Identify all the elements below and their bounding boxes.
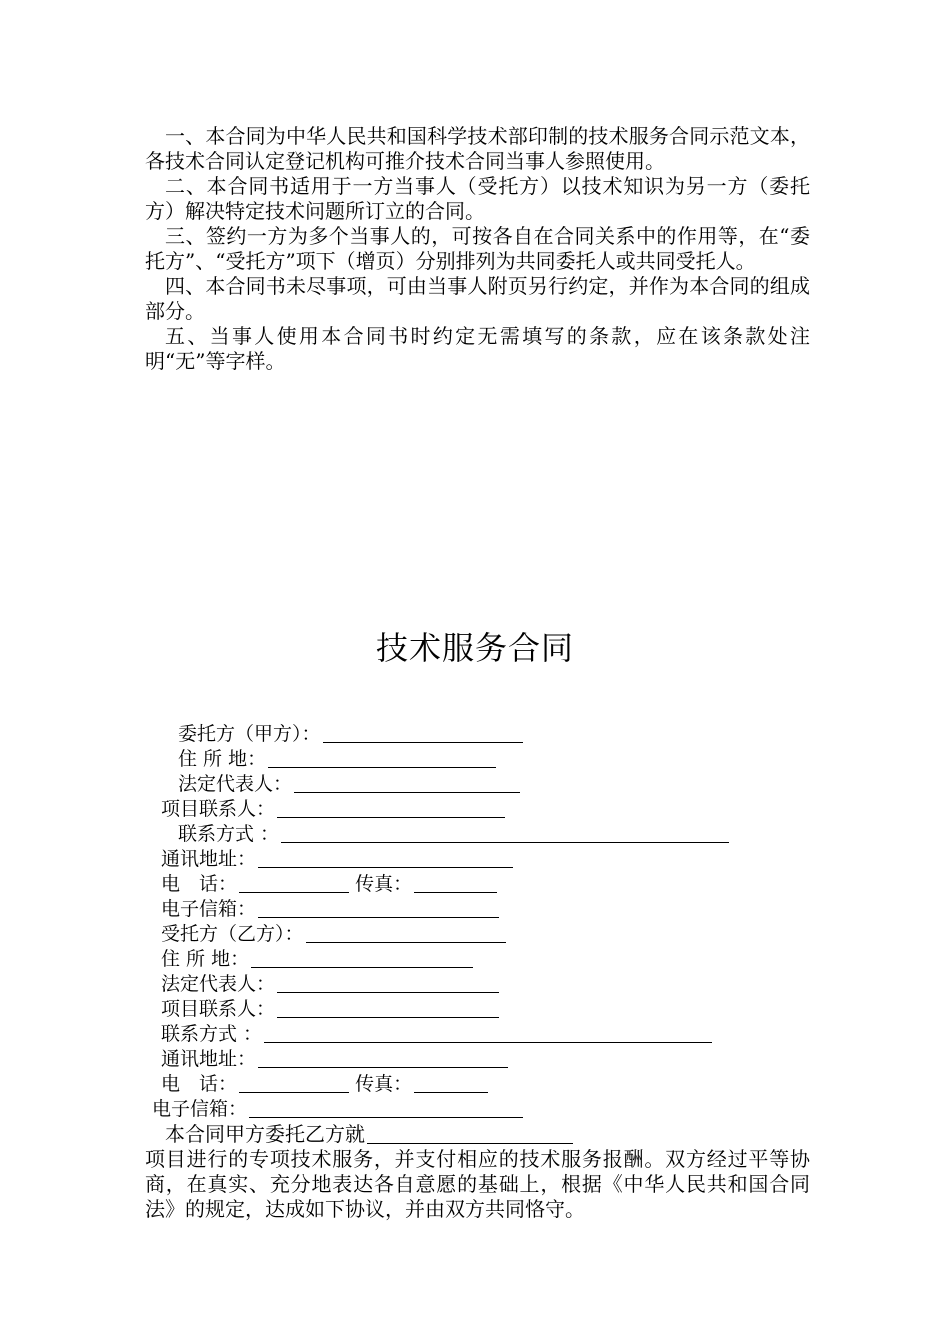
party-b-phone-label: 电 话： [161, 1073, 238, 1095]
party-b-mail-address-blank[interactable] [258, 1047, 508, 1068]
instruction-2: 二、本合同书适用于一方当事人（受托方）以技术知识为另一方（委托方）解决特定技术问题所订立的合同。 [145, 174, 810, 223]
party-a-legal-rep-field [178, 772, 520, 797]
party-b-phone-blank[interactable] [239, 1072, 349, 1093]
party-b-address-label: 住 所 地： [161, 948, 250, 970]
party-b-name-field [161, 922, 506, 947]
party-b-mail-address-field [161, 1047, 508, 1072]
party-a-email-label: 电子信箱： [161, 898, 257, 920]
party-a-legal-rep-blank[interactable] [294, 772, 520, 793]
party-b-email-label: 电子信箱： [152, 1098, 248, 1120]
party-b-contact-method-field [161, 1022, 712, 1047]
party-b-legal-rep-blank[interactable] [277, 972, 499, 993]
party-a-address-blank[interactable] [268, 747, 496, 768]
party-a-name-field [178, 722, 523, 747]
party-b-contact-person-field [161, 997, 499, 1022]
party-a-name-blank[interactable] [323, 722, 523, 743]
party-a-address-field [178, 747, 496, 772]
party-a-phone-label: 电 话： [161, 873, 238, 895]
party-a-email-blank[interactable] [258, 897, 499, 918]
party-b-legal-rep-field [161, 972, 499, 997]
party-b-name-blank[interactable] [306, 922, 506, 943]
party-a-contact-person-label: 项目联系人： [161, 798, 276, 820]
closing-paragraph [145, 1122, 810, 1222]
party-b-contact-method-label: 联系方式 ： [161, 1023, 263, 1045]
closing-lead: 本合同甲方委托乙方就 [165, 1122, 365, 1146]
instruction-5: 五、当事人使用本合同书时约定无需填写的条款，应在该条款处注明“无”等字样。 [145, 324, 810, 373]
party-a-fax-label: 传真： [355, 873, 413, 895]
party-a-fax-blank[interactable] [414, 872, 497, 893]
party-a-contact-method-field [178, 822, 729, 847]
party-b-address-blank[interactable] [251, 947, 473, 968]
instruction-1: 一、本合同为中华人民共和国科学技术部印制的技术服务合同示范文本，各技术合同认定登记机构可推介技术合同当事人参照使用。 [145, 124, 810, 173]
party-a-contact-method-label: 联系方式 ： [178, 823, 280, 845]
party-a-email-field [161, 897, 499, 922]
party-b-contact-person-blank[interactable] [277, 997, 499, 1018]
document-title: 技术服务合同 [375, 629, 574, 667]
party-a-mail-address-field [161, 847, 513, 872]
party-a-legal-rep-label: 法定代表人： [178, 773, 293, 795]
party-b-email-blank[interactable] [249, 1097, 523, 1118]
party-a-contact-person-blank[interactable] [277, 797, 505, 818]
party-b-legal-rep-label: 法定代表人： [161, 973, 276, 995]
party-b-phone-field [161, 1072, 488, 1097]
party-b-contact-method-blank[interactable] [264, 1022, 712, 1043]
instruction-3: 三、签约一方为多个当事人的，可按各自在合同关系中的作用等，在“委托方”、“受托方”项下（增页）分别排列为共同委托人或共同受托人。 [145, 224, 810, 273]
party-b-address-field [161, 947, 473, 972]
party-a-phone-field [161, 872, 497, 897]
party-b-mail-address-label: 通讯地址： [161, 1048, 257, 1070]
party-a-label: 委托方（甲方）： [178, 723, 321, 745]
party-a-contact-method-blank[interactable] [281, 822, 729, 843]
party-a-mail-address-blank[interactable] [258, 847, 513, 868]
project-name-blank[interactable] [367, 1123, 573, 1144]
instructions-section [145, 124, 810, 374]
party-a-contact-person-field [161, 797, 505, 822]
party-a-address-label: 住 所 地： [178, 748, 267, 770]
instruction-4: 四、本合同书未尽事项，可由当事人附页另行约定，并作为本合同的组成部分。 [145, 274, 810, 323]
party-b-fax-blank[interactable] [414, 1072, 488, 1093]
party-b-email-field [152, 1097, 523, 1122]
party-a-phone-blank[interactable] [239, 872, 349, 893]
party-b-fax-label: 传真： [355, 1073, 413, 1095]
closing-rest: 项目进行的专项技术服务，并支付相应的技术服务报酬。双方经过平等协商，在真实、充分地表达各自意愿的基础上，根据《中华人民共和国合同法》的规定，达成如下协议，并由双方共同恪守。 [145, 1147, 810, 1221]
party-b-label: 受托方（乙方）： [161, 923, 304, 945]
party-a-mail-address-label: 通讯地址： [161, 848, 257, 870]
party-b-contact-person-label: 项目联系人： [161, 998, 276, 1020]
